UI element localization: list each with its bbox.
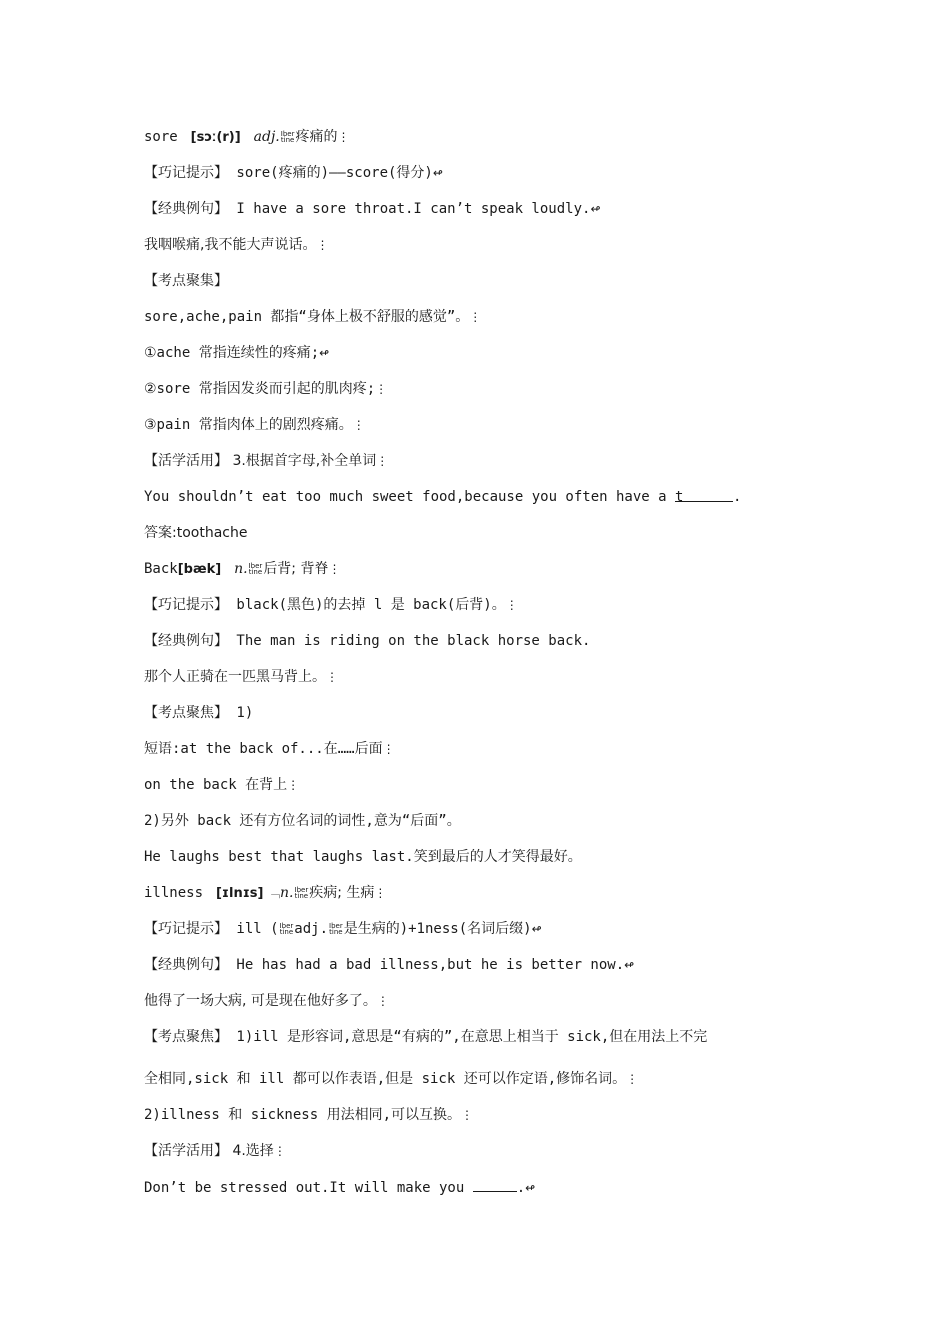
part-of-speech: adj. bbox=[253, 129, 280, 145]
exercise-heading: 【活学活用】 4.选择⋮ bbox=[144, 1143, 286, 1159]
answer-blank: t bbox=[675, 484, 733, 502]
phonetic: [sɔː(r)] bbox=[186, 130, 246, 145]
paragraph-mark: ⋮ bbox=[326, 670, 338, 684]
headword: sore bbox=[144, 129, 187, 145]
translation: 我咽喉痛,我不能大声说话。⋮ bbox=[144, 237, 329, 253]
paragraph-mark: ↫ bbox=[432, 166, 443, 180]
paragraph-mark: ⋮ bbox=[374, 886, 387, 900]
paragraph-mark: ⋮ bbox=[382, 742, 395, 756]
superscript-mark: Iber tine bbox=[329, 922, 343, 936]
key-points-heading: 【考点聚焦】 1) bbox=[144, 705, 254, 721]
example-sentence: 【经典例句】 The man is riding on the black horse back. bbox=[144, 633, 591, 649]
phonetic: [ɪlnɪs] bbox=[211, 886, 269, 901]
translation: 那个人正骑在一匹黑马背上。⋮ bbox=[144, 669, 338, 685]
paragraph-mark: ⋮ bbox=[328, 562, 341, 576]
meaning: 疾病; 生病 bbox=[309, 885, 375, 901]
section-tag: 【活学活用】 bbox=[144, 453, 228, 469]
paragraph-mark: ↫ bbox=[590, 202, 601, 216]
section-tag: 【考点聚集】 bbox=[144, 273, 228, 289]
key-points-text: 【考点聚焦】 1)ill 是形容词,意思是“有病的”,在意思上相当于 sick,但在用法上不完 bbox=[144, 1029, 708, 1045]
entry-sore bbox=[144, 124, 824, 160]
section-tag: 【活学活用】 bbox=[144, 1143, 228, 1159]
paragraph-mark: ⋮ bbox=[287, 778, 300, 792]
paragraph-mark: ⋮ bbox=[352, 418, 365, 432]
example-sentence: 【经典例句】 I have a sore throat.I can’t speak loudly.↫ bbox=[144, 201, 601, 217]
meaning: 疼痛的 bbox=[295, 129, 338, 145]
paragraph-mark: ⋮ bbox=[375, 382, 388, 396]
section-tag: 【经典例句】 bbox=[144, 201, 228, 217]
paragraph-mark: ⋮ bbox=[316, 238, 329, 252]
paragraph-mark: ⋮ bbox=[461, 1108, 474, 1122]
meaning: 后背; 背脊 bbox=[263, 561, 329, 577]
key-point-text: sore,ache,pain 都指“身体上极不舒服的感觉”。⋮ bbox=[144, 309, 482, 325]
headword: illness bbox=[144, 885, 212, 901]
paragraph-mark: ⋮ bbox=[469, 310, 482, 324]
key-point-text: 2)另外 back 还有方位名词的词性,意为“后面”。 bbox=[144, 813, 461, 829]
answer-blank bbox=[473, 1174, 517, 1192]
answer: 答案:toothache bbox=[144, 525, 248, 541]
superscript-mark: Iber tine bbox=[248, 562, 263, 576]
paragraph-mark: ↫ bbox=[531, 922, 542, 936]
paragraph-mark: ⋮ bbox=[626, 1072, 639, 1086]
key-points-heading bbox=[144, 268, 824, 304]
entry-illness: illness [ɪlnɪs] ﹁n.Iber tine疾病; 生病⋮ bbox=[144, 885, 387, 901]
phonetic: [bæk] bbox=[177, 562, 226, 577]
section-tag: 【巧记提示】 bbox=[144, 921, 228, 937]
paragraph-mark: ↫ bbox=[319, 346, 330, 360]
section-tag: 【巧记提示】 bbox=[144, 165, 228, 181]
section-tag: 【经典例句】 bbox=[144, 633, 228, 649]
superscript-mark: Iber tine bbox=[279, 922, 294, 936]
entry-back bbox=[144, 556, 824, 592]
key-point-item: ①ache 常指连续性的疼痛;↫ bbox=[144, 345, 330, 361]
paragraph-mark: ⋮ bbox=[505, 598, 518, 612]
proverb: He laughs best that laughs last.笑到最后的人才笑得最好。 bbox=[144, 849, 582, 865]
memory-tip: 【巧记提示】 black(黑色)的去掉 l 是 back(后背)。⋮ bbox=[144, 597, 518, 613]
paragraph-mark: ⋮ bbox=[376, 454, 389, 468]
phrase-line: on the back 在背上⋮ bbox=[144, 777, 300, 793]
paragraph-mark: ↫ bbox=[525, 1181, 536, 1195]
exercise-sentence: Don’t be stressed out.It will make you .↫ bbox=[144, 1174, 824, 1210]
section-tag: 【经典例句】 bbox=[144, 957, 228, 973]
superscript-mark: Iber tine bbox=[280, 130, 295, 144]
part-of-speech: n. bbox=[280, 885, 294, 901]
key-point-text: 2)illness 和 sickness 用法相同,可以互换。⋮ bbox=[144, 1107, 474, 1123]
memory-tip: 【巧记提示】 sore(疼痛的)——score(得分)↫ bbox=[144, 165, 443, 181]
document-page bbox=[144, 124, 824, 1210]
paragraph-mark: ⋮ bbox=[273, 1144, 286, 1158]
key-point-item: ②sore 常指因发炎而引起的肌肉疼;⋮ bbox=[144, 381, 388, 397]
paragraph-mark: ⋮ bbox=[376, 994, 389, 1008]
example-sentence: 【经典例句】 He has had a bad illness,but he is better now.↫ bbox=[144, 957, 635, 973]
headword: Back bbox=[144, 561, 178, 577]
section-tag: 【巧记提示】 bbox=[144, 597, 228, 613]
translation: 他得了一场大病, 可是现在他好多了。⋮ bbox=[144, 993, 389, 1009]
exercise-sentence: You shouldn’t eat too much sweet food,because you often have a t . bbox=[144, 484, 824, 520]
superscript-mark: Iber tine bbox=[294, 886, 309, 900]
part-of-speech: n. bbox=[234, 561, 248, 577]
phrase-line: 短语:at the back of...在……后面⋮ bbox=[144, 741, 395, 757]
paragraph-mark: ↫ bbox=[624, 958, 635, 972]
exercise-heading: 【活学活用】 3.根据首字母,补全单词⋮ bbox=[144, 453, 389, 469]
section-tag: 【考点聚焦】 bbox=[144, 1029, 228, 1045]
paragraph-mark: ⋮ bbox=[337, 130, 350, 144]
key-points-text: 全相同,sick 和 ill 都可以作表语,但是 sick 还可以作定语,修饰名词。⋮ bbox=[144, 1071, 639, 1087]
key-point-item: ③pain 常指肉体上的剧烈疼痛。⋮ bbox=[144, 417, 365, 433]
section-tag: 【考点聚焦】 bbox=[144, 705, 228, 721]
memory-tip: 【巧记提示】 ill (Iber tineadj.Iber tine是生病的)+1ness(名词后缀)↫ bbox=[144, 921, 542, 937]
